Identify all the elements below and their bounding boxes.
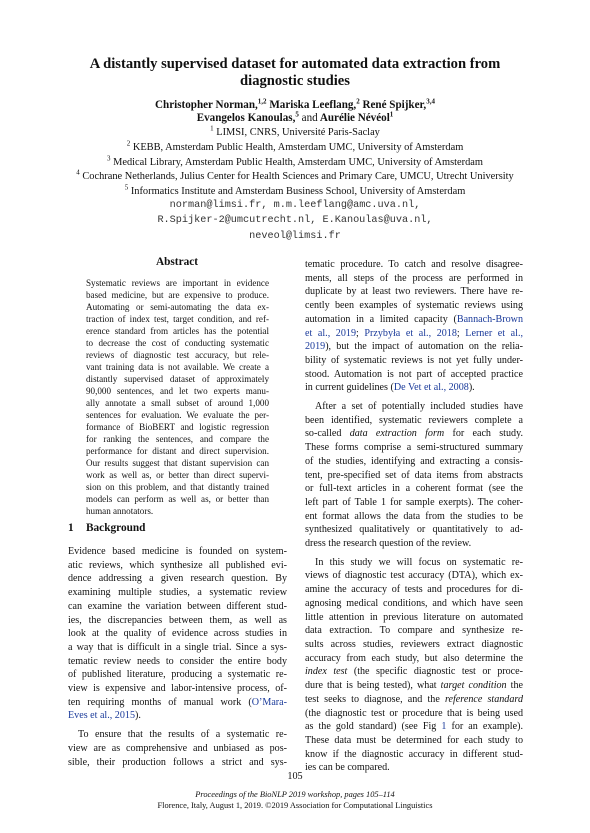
citation-link[interactable]: Bannach-Brown xyxy=(456,313,523,325)
author-name: Evangelos Kanoulas, xyxy=(196,112,296,125)
author-name: Aurélie Névéol xyxy=(319,112,390,125)
email-line[interactable]: R.Spijker-2@umcutrecht.nl, E.Kanoulas@uva.nl, xyxy=(157,215,433,227)
figure-link[interactable]: 1 xyxy=(441,721,447,733)
author-name: René Spijker, xyxy=(362,99,427,111)
left-column-body: Evidence based medicine is founded on system- atic reviews, which synthesize all published evi- dence addressing a given research question. By examining multiple studies, a systematic review can examine the variation between different stud- ies, the discrepancies between them, as well as look at the quality of evidence across studies in a way that is difficult in a single trial. Since a sys- tematic review needs to consider the entire body of published literature, producing a systematic re- view is expensive and labor-intensive process, of- ten requiring months of manual work (O’Mara- Eves et al., 2015). To ensure that the results of a systematic re- view are as comprehensive and unbiased as pos- sible, their production follows a strict and sys- xyxy=(68,546,287,768)
author-list: Christopher Norman,$^{1,2}$ Mariska Leeflang,$^2$ René Spijker,$^{3,4}$ Evangelos Kanoulas,$^5$ and Aurélie Névéol$^1$ xyxy=(155,97,435,125)
affiliations xyxy=(0,126,590,200)
citation-link[interactable]: Lerner et al., xyxy=(465,327,524,339)
citation-link[interactable]: De Vet et al., 2008 xyxy=(393,382,469,394)
citation-link[interactable]: O’Mara- xyxy=(251,696,287,708)
email-line[interactable]: neveol@limsi.fr xyxy=(249,230,341,242)
affiliation: $^1$ LIMSI, CNRS, Université Paris-Saclay xyxy=(210,124,380,138)
citation-link[interactable]: 2019 xyxy=(305,341,326,353)
right-column-body: tematic procedure. To catch and resolve disagree- ments, all steps of the process are performed in duplicate by at least two reviewers. There have re- cently been examples of systematic reviews using automation in a limited capacity (Bannach-Brown et al., 2019; Przybyła et al., 2018; Lerner et al., 2019), but the impact of automation on the relia- bility of systematic reviews is not yet fully under- stood. Automation is not part of accepted practice in current guidelines (De Vet et al., 2008). After a set of potentially included studies have been identified, systematic reviewers complete a so-called data extraction form for each study. These forms comprise a semi-structured summary of the studies, identifying and extracting a consis- tent, pre-specified set of data items from abstracts or full-text articles in a coherent format (see the left part of Table 1 for sample exerpts). The coher- ent format allows the data from the studies to be synthesized qualitatively or quantitatively to ad- dress the research question of the review. In this study we will focus on systematic re- views of diagnostic test accuracy (DTA), which ex- amine the accuracy of tests and procedures for di- agnosing medical conditions, and which have seen little attention in previous literature on automated data extraction. To compare and synthesize re- sults across studies, reviewers extract diagnostic accuracy from each study, but also determine the index test (the specific diagnostic test or proce- dure that is being tested), what target condition the test seeks to diagnose, and the reference standard (the diagnostic test or procedure that is being used as the gold standard) (see Fig 1 for an example). These data must be determined for each study to know if the diagnostic accuracy in different stud- ies can be compared. xyxy=(305,259,524,774)
email-line[interactable]: norman@limsi.fr, m.m.leeflang@amc.uva.nl, xyxy=(169,200,421,211)
affiliation: $^2$ KEBB, Amsterdam Public Health, Amsterdam UMC, University of Amsterdam xyxy=(126,139,464,153)
page-footer: Proceedings of the BioNLP 2019 workshop, pages 105–114 Florence, Italy, August 1, 2019. ©2019 Association for Computational Linguistics xyxy=(157,790,433,810)
abstract-heading: Abstract xyxy=(155,256,199,268)
abstract-body: Systematic reviews are important in evidence based medicine, but are expensive to produce. Automating or semi-automating the data ex- traction of index test, target condition, and ref- erence standard from articles has the potential to decrease the cost of conducting systematic reviews of diagnostic test accuracy, but rele- vant training data is not available. We create a distantly supervised dataset of approximately 90,000 sentences, and let two experts manu- ally annotate a small subset of around 1,000 sentences for evaluation. We evaluate the per- formance of BioBERT and logistic regression for ranking the sentences, and compare the performance for distant and direct supervision. Our results suggest that distant supervision can work as well as, or better than direct supervi- sion on this problem, and that distantly trained models can perform as well as, or better than human annotators. xyxy=(86,278,269,516)
affiliation: $^5$ Informatics Institute and Amsterdam Business School, University of Amsterdam xyxy=(124,183,466,198)
author-name: Christopher Norman, xyxy=(155,99,258,111)
paper-title: A distantly supervised dataset for automated data extraction from diagnostic studies xyxy=(89,56,501,89)
citation-link[interactable]: Przybyła et al., 2018 xyxy=(364,327,457,339)
citation-link[interactable]: et al., 2019 xyxy=(305,327,356,339)
section-heading: 1 Background xyxy=(68,522,146,534)
citation-link[interactable]: Eves et al., 2015 xyxy=(68,710,135,722)
author-emails xyxy=(0,198,590,244)
affiliation: $^4$ Cochrane Netherlands, Julius Center for Health Sciences and Primary Care, UMCU, Utrecht University xyxy=(76,168,514,183)
author-name: Mariska Leeflang, xyxy=(269,99,357,111)
affiliation: $^3$ Medical Library, Amsterdam Public Health, Amsterdam UMC, University of Amsterdam xyxy=(107,154,483,168)
page-number: 105 xyxy=(287,771,303,782)
